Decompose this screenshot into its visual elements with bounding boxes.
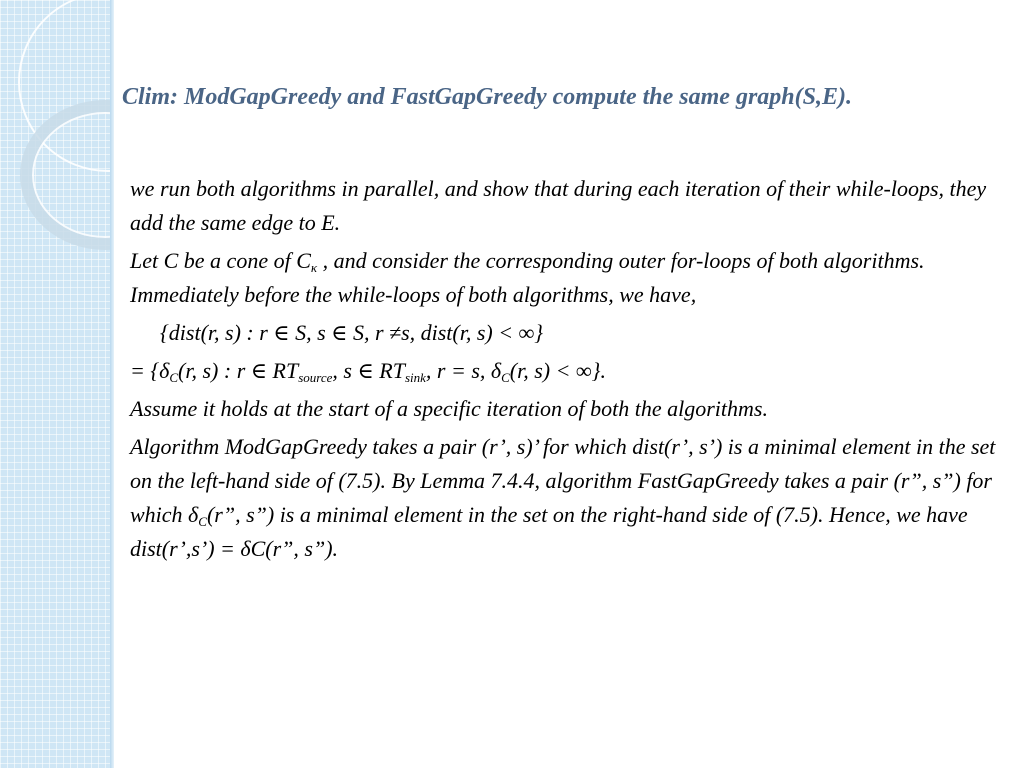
formula-delta-set bbox=[130, 354, 1000, 388]
slide-title: Clim: ModGapGreedy and FastGapGreedy compute the same graph(S,E). bbox=[122, 84, 852, 110]
decorative-side-panel bbox=[0, 0, 113, 768]
algorithms-text-end: (r”, s”) is a minimal element in the set on the right-hand side of (7.5). Hence, we have dist(r’,s’) = δC(r”, s”). bbox=[130, 502, 968, 561]
formula-part: (r, s) < ∞}. bbox=[509, 358, 606, 383]
formula-dist-set: {dist(r, s) : r ∈ S, s ∈ S, r ≠s, dist(r, s) < ∞} bbox=[160, 320, 544, 345]
formula-part: , s ∈ RT bbox=[332, 358, 405, 383]
cone-text-start: Let C be a cone of C bbox=[130, 248, 311, 273]
slide-body bbox=[130, 172, 1000, 570]
algorithms-text-start: Algorithm ModGapGreedy takes a pair (r’, s)’ for which dist(r’, s’) is a minimal element in the set on the left-hand side of (7.5). By Lemma 7.4.4, algorithm FastGapGreedy takes a pair (r”, s”) for which δ bbox=[130, 434, 996, 527]
formula-part: (r, s) : r ∈ RT bbox=[178, 358, 299, 383]
paragraph-algorithms bbox=[130, 430, 1000, 566]
kappa-subscript: κ bbox=[310, 260, 318, 275]
paragraph-cone bbox=[130, 244, 1000, 312]
paragraph-parallel-run: we run both algorithms in parallel, and show that during each iteration of their while-loops, they add the same edge to E. bbox=[130, 176, 987, 235]
delta-c-subscript: C bbox=[198, 514, 207, 529]
formula-subscript: source bbox=[298, 370, 333, 385]
formula-subscript: C bbox=[169, 370, 179, 385]
formula-subscript: sink bbox=[404, 370, 426, 385]
paragraph-assume: Assume it holds at the start of a specific iteration of both the algorithms. bbox=[130, 396, 768, 421]
formula-part: , r = s, δ bbox=[425, 358, 502, 383]
cone-text-end: , and consider the corresponding outer for-loops of both algorithms. Immediately before the while-loops of both algorithms, we have, bbox=[130, 248, 925, 307]
formula-part: = {δ bbox=[130, 358, 170, 383]
formula-subscript: C bbox=[501, 370, 510, 385]
side-panel-edge bbox=[110, 0, 114, 768]
